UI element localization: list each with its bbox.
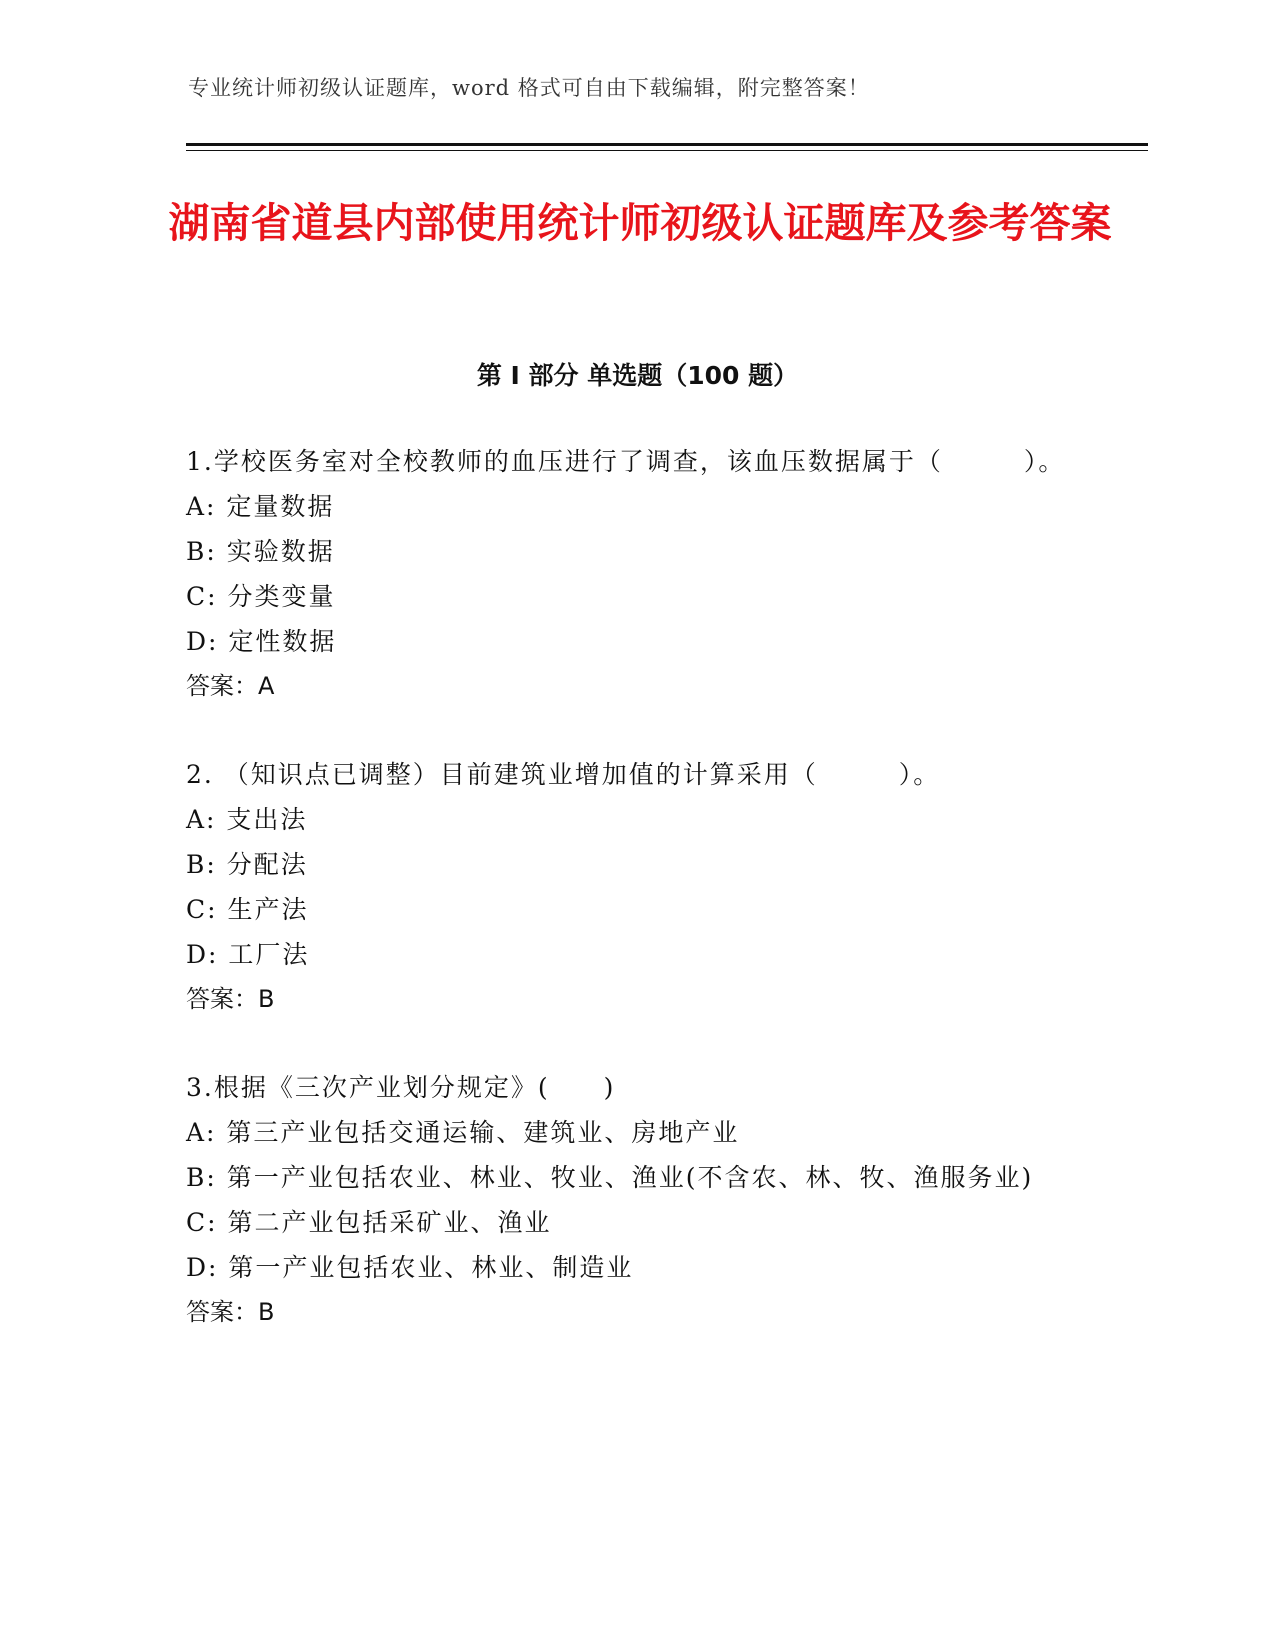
answer: 答案：B xyxy=(186,1298,275,1326)
answer: 答案：B xyxy=(186,985,275,1013)
option-d: D: 第一产业包括农业、林业、制造业 xyxy=(186,1253,634,1282)
option-a: A: 第三产业包括交通运输、建筑业、房地产业 xyxy=(186,1118,740,1147)
option-c: C: 第二产业包括采矿业、渔业 xyxy=(186,1208,552,1237)
question-1 xyxy=(186,440,1066,709)
option-b: B: 实验数据 xyxy=(186,537,335,566)
answer: 答案：A xyxy=(186,672,275,700)
option-b: B: 第一产业包括农业、林业、牧业、渔业(不含农、林、牧、渔服务业) xyxy=(186,1163,1034,1192)
option-c: C: 生产法 xyxy=(186,895,309,924)
question-stem: 3.根据《三次产业划分规定》( ) xyxy=(186,1073,616,1102)
header-rule-thin xyxy=(186,150,1148,151)
section-heading: 第 I 部分 单选题（100 题） xyxy=(476,361,799,390)
option-b: B: 分配法 xyxy=(186,850,308,879)
option-d: D: 工厂法 xyxy=(186,940,310,969)
header-rule-thick xyxy=(186,143,1148,146)
question-stem: 1.学校医务室对全校教师的血压进行了调查，该血压数据属于（ ）。 xyxy=(186,447,1066,476)
option-c: C: 分类变量 xyxy=(186,582,336,611)
question-list xyxy=(186,440,1066,1379)
option-a: A: 支出法 xyxy=(186,805,308,834)
question-2 xyxy=(186,753,1066,1022)
question-stem: 2. （知识点已调整）目前建筑业增加值的计算采用（ ）。 xyxy=(186,760,941,789)
header-note: 专业统计师初级认证题库，word 格式可自由下载编辑，附完整答案！ xyxy=(188,76,870,100)
option-a: A: 定量数据 xyxy=(186,492,335,521)
question-3 xyxy=(186,1066,1066,1335)
document-title: 湖南省道县内部使用统计师初级认证题库及参考答案 xyxy=(168,199,1112,247)
option-d: D: 定性数据 xyxy=(186,627,337,656)
